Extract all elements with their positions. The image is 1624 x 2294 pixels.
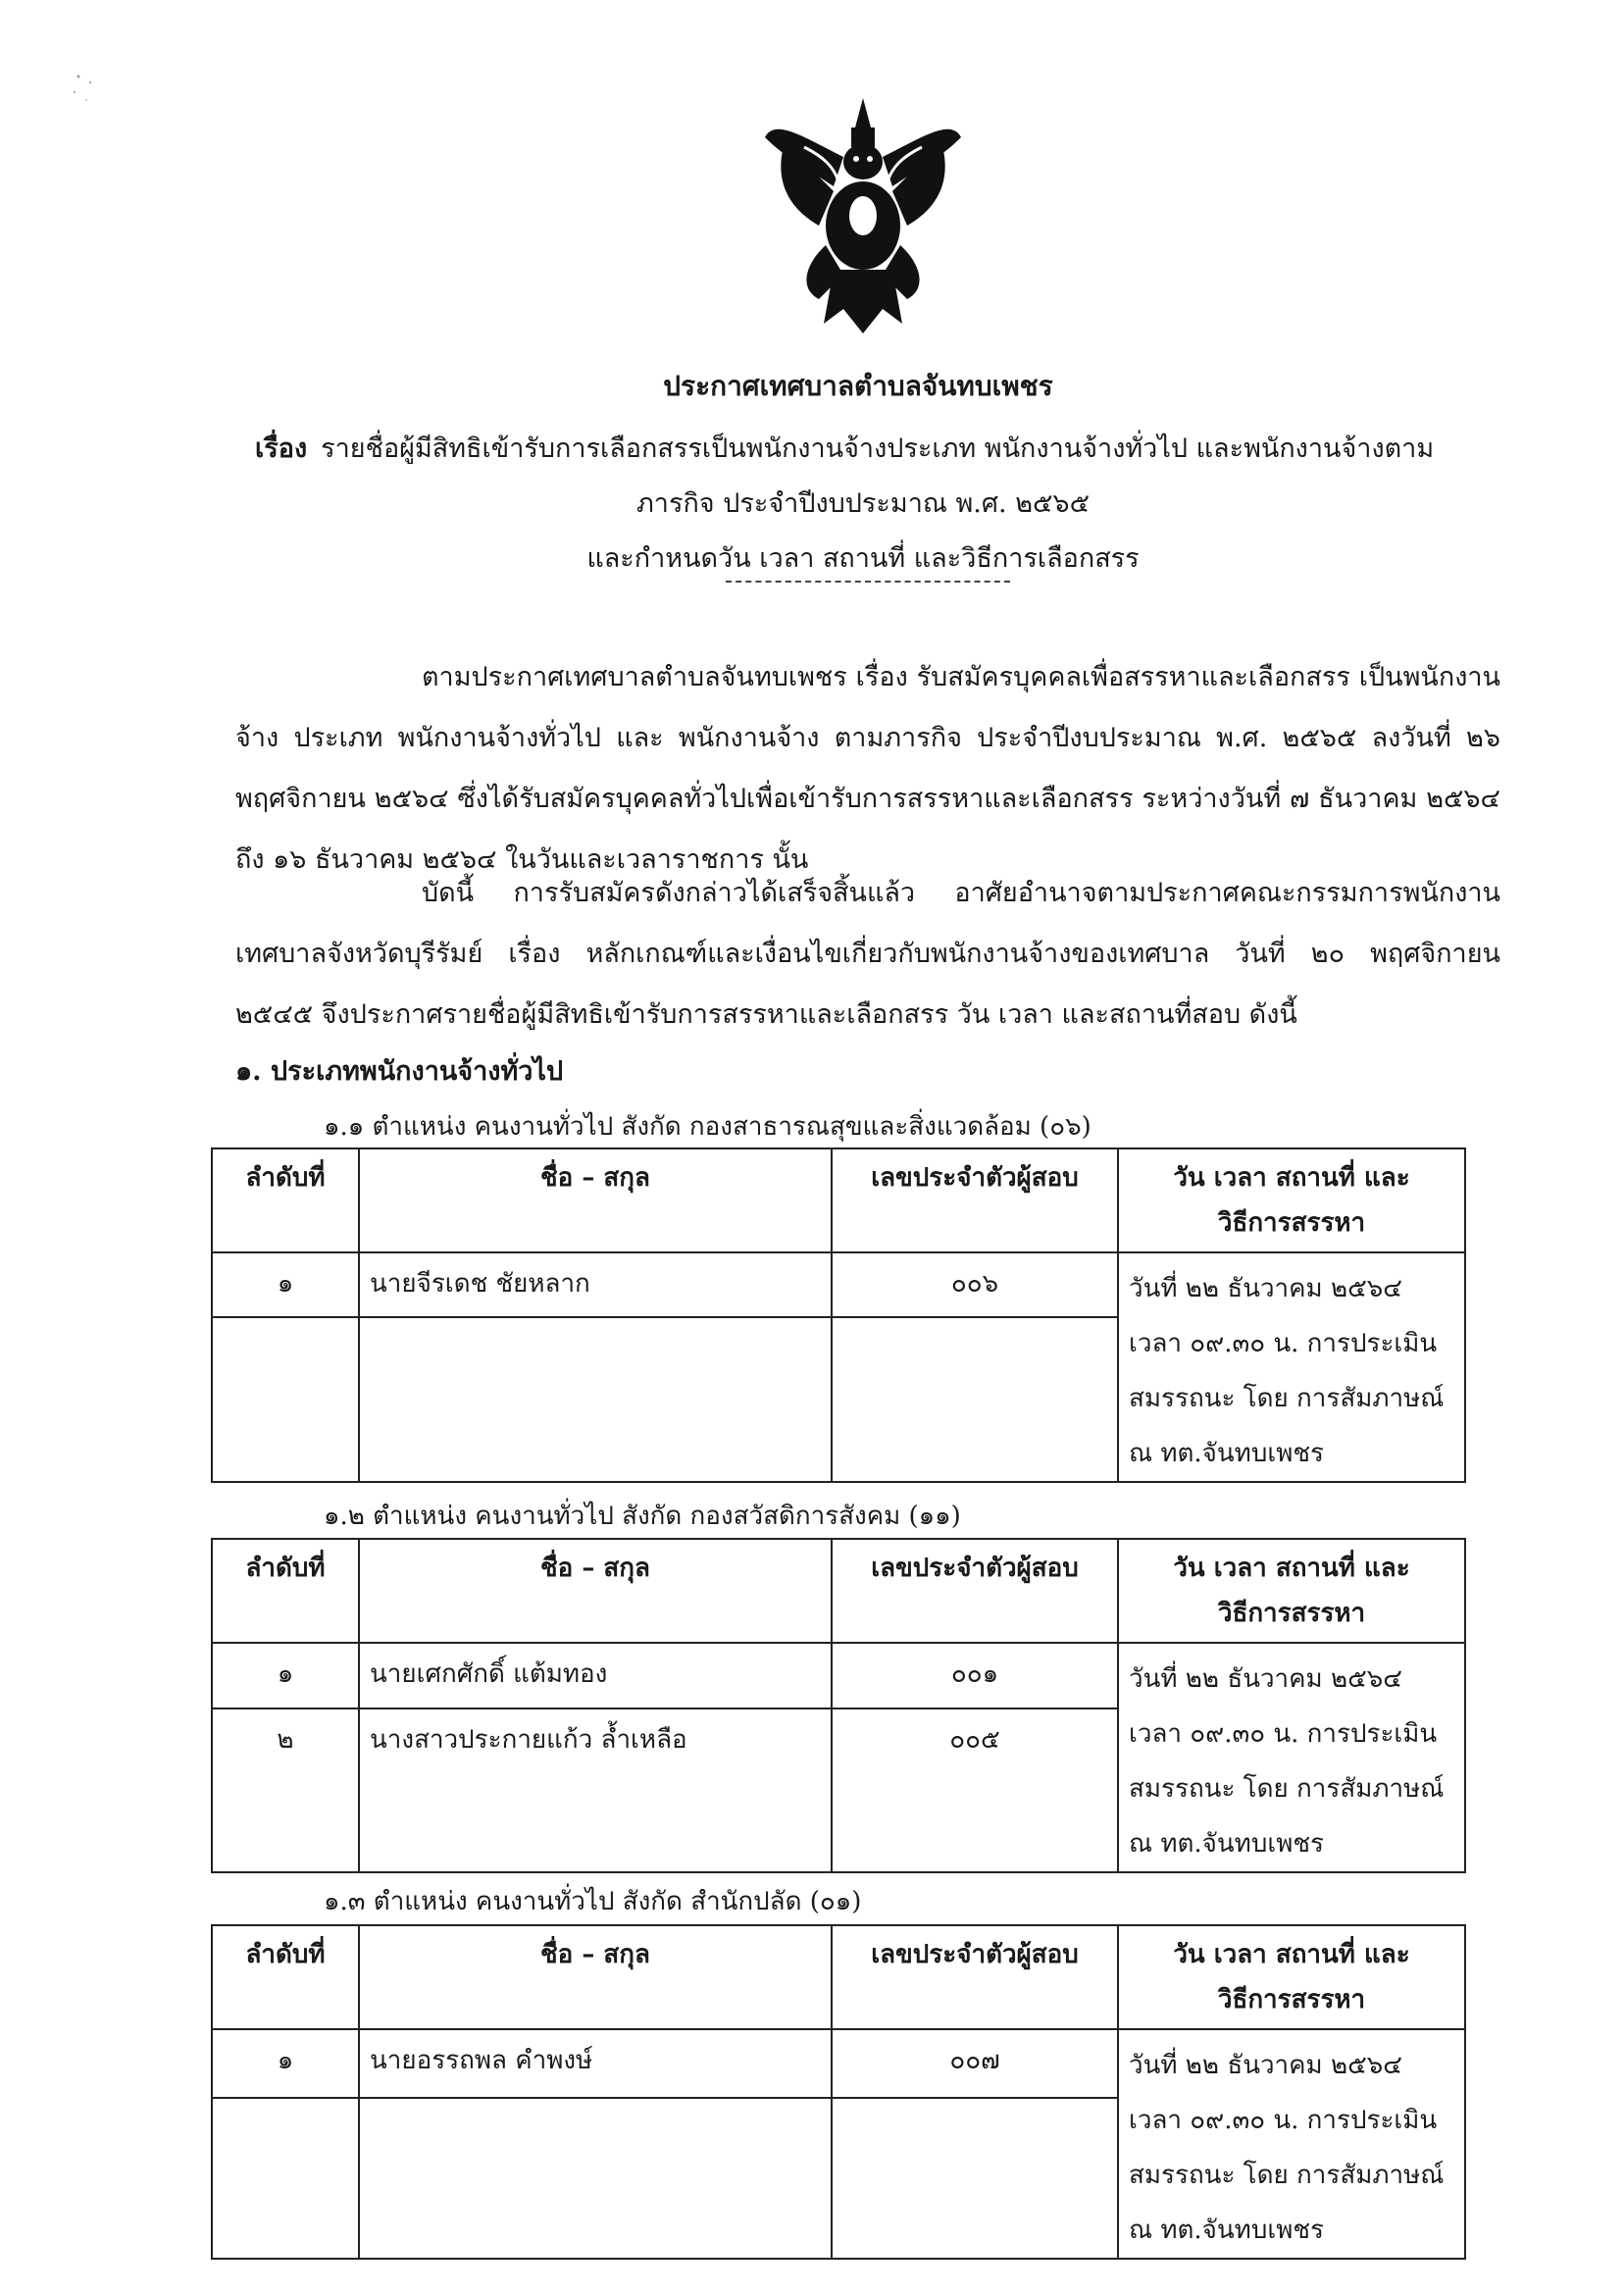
row-name: นางสาวประกายแก้ว ล้ำเหลือ — [359, 1708, 832, 1872]
schedule-line-1: วันที่ ๒๒ ธันวาคม ๒๕๖๔ — [1129, 1664, 1402, 1694]
row-no: ๑ — [212, 1643, 359, 1708]
row-schedule — [1118, 1252, 1465, 1482]
paragraph-1: ตามประกาศเทศบาลตำบลจันทบเพชร เรื่อง รับสมัครบุคคลเพื่อสรรหาและเลือกสรร เป็นพนักงานจ้าง ประเภท พนักงานจ้างทั่วไป และ พนักงานจ้าง ตามภารกิจ ประจำปีงบประมาณ พ.ศ. ๒๕๖๕ ลงวันที่ ๒๖ พฤศจิกายน ๒๕๖๔ ซึ่งได้รับสมัครบุคคลทั่วไปเพื่อเข้ารับการสรรหาและเลือกสรร ระหว่างวันที่ ๗ ธันวาคม ๒๕๖๔ ถึง ๑๖ ธันวาคม ๒๕๖๔ ในวันและเวลาราชการ นั้น — [235, 662, 1500, 875]
subject-label: เรื่อง — [255, 433, 308, 464]
title-divider — [726, 581, 1010, 583]
position-heading-3: ๑.๓ ตำแหน่ง คนงานทั่วไป สังกัด สำนักปลัด (๐๑) — [324, 1887, 862, 1916]
row-name: นายเศกศักดิ์ แต้มทอง — [359, 1643, 832, 1708]
garuda-emblem-icon — [765, 98, 961, 343]
col-schedule-header — [1118, 1539, 1465, 1643]
col-name-header: ชื่อ – สกุล — [359, 1539, 832, 1643]
candidates-table-3 — [211, 1924, 1466, 2260]
table-row — [212, 1252, 1465, 1317]
schedule-line-4: ณ ทต.จันทบเพชร — [1129, 2216, 1324, 2245]
paragraph-2: บัดนี้ การรับสมัครดังกล่าวได้เสร็จสิ้นแล้ว อาศัยอำนาจตามประกาศคณะกรรมการพนักงาน เทศบาลจังหวัดบุรีรัมย์ เรื่อง หลักเกณฑ์และเงื่อนไขเกี่ยวกับพนักงานจ้างของเทศบาล วันที่ ๒๐ พฤศจิกายน ๒๕๔๕ จึงประกาศรายชื่อผู้มีสิทธิเข้ารับการสรรหาและเลือกสรร วัน เวลา และสถานที่สอบ ดังนี้ — [235, 878, 1500, 1030]
table-header-row — [212, 1148, 1465, 1252]
col-no-header: ลำดับที่ — [212, 1925, 359, 2029]
col-id-header: เลขประจำตัวผู้สอบ — [832, 1148, 1118, 1252]
row-name: นายอรรถพล คำพงษ์ — [359, 2029, 832, 2098]
empty-cell — [359, 2098, 832, 2260]
schedule-line-2: เวลา ๐๙.๓๐ น. การประเมิน — [1129, 2106, 1438, 2135]
empty-cell — [212, 2098, 359, 2260]
col-id-header: เลขประจำตัวผู้สอบ — [832, 1539, 1118, 1643]
table-row — [212, 2029, 1465, 2098]
schedule-header-line-2: วิธีการสรรหา — [1217, 1208, 1366, 1238]
schedule-header-line-2: วิธีการสรรหา — [1217, 1985, 1366, 2014]
row-no: ๒ — [212, 1708, 359, 1872]
schedule-header-line-1: วัน เวลา สถานที่ และ — [1173, 1554, 1410, 1583]
subject-line-2: ภารกิจ ประจำปีงบประมาณ พ.ศ. ๒๕๖๕ — [635, 488, 1091, 519]
col-name-header: ชื่อ – สกุล — [359, 1925, 832, 2029]
subject-line-1: รายชื่อผู้มีสิทธิเข้ารับการเลือกสรรเป็นพนักงานจ้างประเภท พนักงานจ้างทั่วไป และพนักงานจ้างตาม — [321, 433, 1435, 464]
announcement-title: ประกาศเทศบาลตำบลจันทบเพชร — [663, 370, 1053, 402]
col-id-header: เลขประจำตัวผู้สอบ — [832, 1925, 1118, 2029]
row-no: ๑ — [212, 1252, 359, 1317]
schedule-line-3: สมรรถนะ โดย การสัมภาษณ์ — [1129, 1774, 1445, 1804]
schedule-line-1: วันที่ ๒๒ ธันวาคม ๒๕๖๔ — [1129, 1274, 1402, 1303]
row-schedule — [1118, 2029, 1465, 2259]
col-schedule-header — [1118, 1925, 1465, 2029]
row-no: ๑ — [212, 2029, 359, 2098]
section-heading: ๑. ประเภทพนักงานจ้างทั่วไป — [235, 1056, 564, 1087]
empty-cell — [359, 1317, 832, 1482]
schedule-line-4: ณ ทต.จันทบเพชร — [1129, 1829, 1324, 1859]
row-name: นายจีรเดช ชัยหลาก — [359, 1252, 832, 1317]
row-exam-id: ๐๐๖ — [832, 1252, 1118, 1317]
empty-cell — [832, 1317, 1118, 1482]
table-header-row — [212, 1925, 1465, 2029]
empty-cell — [832, 2098, 1118, 2260]
schedule-header-line-1: วัน เวลา สถานที่ และ — [1173, 1163, 1410, 1193]
table-header-row — [212, 1539, 1465, 1643]
schedule-line-4: ณ ทต.จันทบเพชร — [1129, 1439, 1324, 1468]
col-no-header: ลำดับที่ — [212, 1539, 359, 1643]
row-schedule — [1118, 1643, 1465, 1872]
schedule-line-1: วันที่ ๒๒ ธันวาคม ๒๕๖๔ — [1129, 2051, 1402, 2080]
table-row — [212, 1643, 1465, 1708]
scan-speck-icon — [69, 69, 108, 108]
position-heading-2: ๑.๒ ตำแหน่ง คนงานทั่วไป สังกัด กองสวัสดิการสังคม (๑๑) — [324, 1502, 961, 1531]
empty-cell — [212, 1317, 359, 1482]
schedule-line-3: สมรรถนะ โดย การสัมภาษณ์ — [1129, 1384, 1445, 1413]
schedule-line-3: สมรรถนะ โดย การสัมภาษณ์ — [1129, 2161, 1445, 2190]
schedule-line-2: เวลา ๐๙.๓๐ น. การประเมิน — [1129, 1329, 1438, 1358]
position-heading-1: ๑.๑ ตำแหน่ง คนงานทั่วไป สังกัด กองสาธารณสุขและสิ่งแวดล้อม (๐๖) — [324, 1112, 1091, 1142]
schedule-header-line-2: วิธีการสรรหา — [1217, 1599, 1366, 1628]
subject-block — [255, 422, 1471, 586]
candidates-table-2 — [211, 1538, 1466, 1873]
subject-line-3: และกำหนดวัน เวลา สถานที่ และวิธีการเลือกสรร — [586, 543, 1140, 574]
candidates-table-1 — [211, 1147, 1466, 1483]
col-schedule-header — [1118, 1148, 1465, 1252]
schedule-line-2: เวลา ๐๙.๓๐ น. การประเมิน — [1129, 1719, 1438, 1749]
row-exam-id: ๐๐๑ — [832, 1643, 1118, 1708]
col-no-header: ลำดับที่ — [212, 1148, 359, 1252]
col-name-header: ชื่อ – สกุล — [359, 1148, 832, 1252]
row-exam-id: ๐๐๗ — [832, 2029, 1118, 2098]
schedule-header-line-1: วัน เวลา สถานที่ และ — [1173, 1940, 1410, 1969]
row-exam-id: ๐๐๕ — [832, 1708, 1118, 1872]
